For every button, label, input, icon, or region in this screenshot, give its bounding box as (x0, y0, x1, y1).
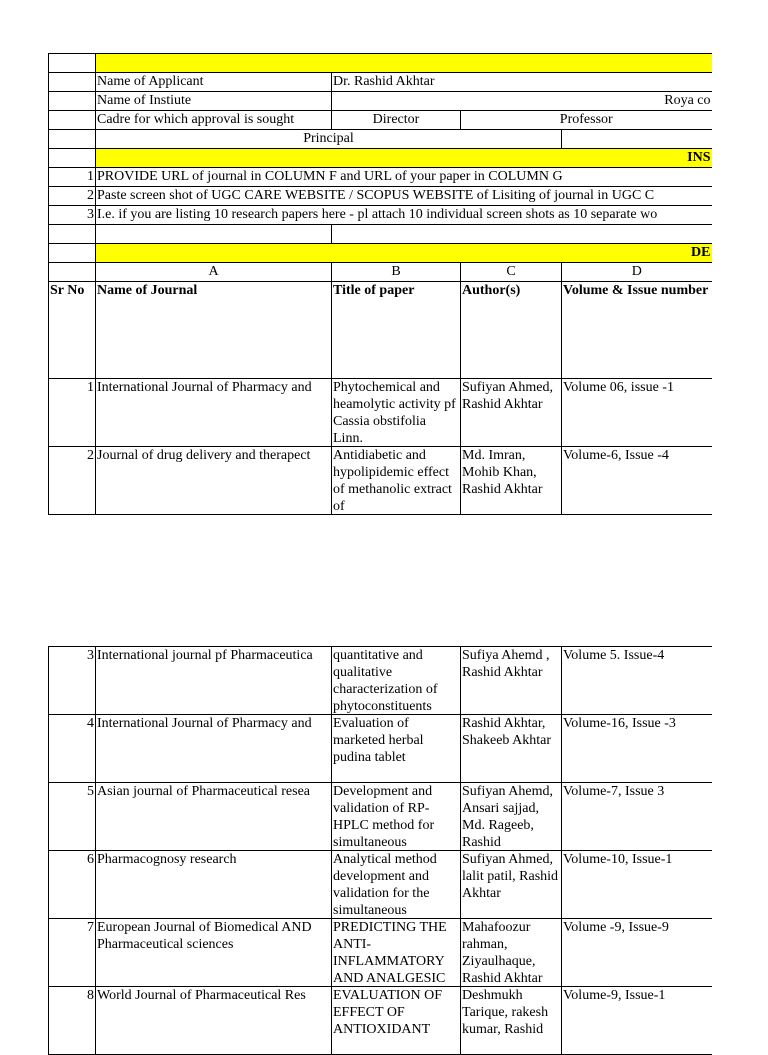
spreadsheet-page-2 (48, 646, 712, 1055)
row-sr: 1 (49, 379, 96, 447)
instruction-row (49, 168, 712, 187)
cell (49, 130, 96, 149)
row-title (332, 987, 461, 1055)
table-row (49, 851, 712, 919)
cell (562, 130, 712, 149)
column-letter-b: B (332, 263, 461, 282)
row-authors (461, 919, 562, 987)
row-journal: European Journal of Biomedical AND Pharmaceutical sciences (96, 919, 332, 987)
table-row (49, 715, 712, 783)
row-title (332, 851, 461, 919)
cadre-director: Director (332, 111, 461, 130)
spreadsheet-page-1 (48, 53, 712, 515)
row-journal: World Journal of Pharmaceutical Res (96, 987, 332, 1055)
details-header-row (49, 244, 712, 263)
row-authors-text: Sufiyan Ahmed, lalit patil, Rashid Akhtar (462, 852, 559, 901)
cell (332, 225, 712, 244)
header-row (49, 282, 712, 379)
instruction-row (49, 187, 712, 206)
header-sr-no: Sr No (49, 282, 96, 379)
header-authors: Author(s) (461, 282, 562, 379)
row-authors-text: Mahafoozur rahman, Ziyaulhaque, Rashid Akhtar (462, 920, 543, 986)
cadre-principal-row (49, 130, 712, 149)
row-title (332, 783, 461, 851)
row-volume: Volume-16, Issue -3 (562, 715, 712, 783)
row-title-text: quantitative and qualitative characterization of phytoconstituents (333, 648, 438, 714)
row-authors (461, 447, 562, 515)
table-row (49, 379, 712, 447)
header-volume: Volume & Issue number (562, 282, 712, 379)
row-authors (461, 715, 562, 783)
row-sr: 7 (49, 919, 96, 987)
instruction-number: 3 (49, 206, 96, 225)
table-row (49, 647, 712, 715)
row-volume: Volume-6, Issue -4 (562, 447, 712, 515)
institute-value: Roya co (332, 92, 712, 111)
row-journal: International journal pf Pharmaceutica (96, 647, 332, 715)
instruction-row (49, 206, 712, 225)
table-row (49, 783, 712, 851)
row-title-text: Analytical method development and validation for the simultaneous (333, 852, 437, 918)
row-sr: 8 (49, 987, 96, 1055)
cadre-row (49, 111, 712, 130)
row-title-text: EVALUATION OF EFFECT OF ANTIOXIDANT (333, 988, 443, 1037)
blank-row (49, 225, 712, 244)
applicant-row (49, 73, 712, 92)
row-title (332, 715, 461, 783)
cell (49, 225, 96, 244)
column-letters-row (49, 263, 712, 282)
cell (49, 111, 96, 130)
cell (49, 92, 96, 111)
row-authors-text: Sufiya Ahemd , Rashid Akhtar (462, 648, 550, 680)
row-journal: International Journal of Pharmacy and (96, 379, 332, 447)
cadre-label: Cadre for which approval is sought (96, 111, 332, 130)
row-title (332, 919, 461, 987)
row-volume: Volume 06, issue -1 (562, 379, 712, 447)
table-row (49, 919, 712, 987)
row-journal: Journal of drug delivery and therapect (96, 447, 332, 515)
instruction-number: 1 (49, 168, 96, 187)
row-title-text: Development and validation of RP-HPLC method for simultaneous (333, 784, 435, 850)
row-authors-text: Sufiyan Ahmed, Rashid Akhtar (462, 380, 553, 412)
institute-label: Name of Instiute (96, 92, 332, 111)
row-sr: 4 (49, 715, 96, 783)
row-authors-text: Sufiyan Ahemd, Ansari sajjad, Md. Rageeb, Rashid (462, 784, 553, 850)
row-sr: 6 (49, 851, 96, 919)
row-volume: Volume-7, Issue 3 (562, 783, 712, 851)
instructions-header-row (49, 149, 712, 168)
cell (96, 225, 332, 244)
institute-row (49, 92, 712, 111)
cell (49, 73, 96, 92)
cell (49, 149, 96, 168)
row-title-text: PREDICTING THE ANTI-INFLAMMATORY AND ANALGESIC (333, 920, 447, 986)
row-journal: Asian journal of Pharmaceutical resea (96, 783, 332, 851)
row-authors-text: Md. Imran, Mohib Khan, Rashid Akhtar (462, 448, 543, 497)
row-volume: Volume-9, Issue-1 (562, 987, 712, 1055)
cadre-principal: Principal (96, 130, 562, 149)
title-row (49, 54, 712, 73)
column-letter-c: C (461, 263, 562, 282)
title-banner (96, 54, 712, 73)
row-sr: 3 (49, 647, 96, 715)
column-letter-d: D (562, 263, 712, 282)
cell (49, 54, 96, 73)
column-letter-a: A (96, 263, 332, 282)
row-sr: 5 (49, 783, 96, 851)
row-authors (461, 851, 562, 919)
table-row (49, 447, 712, 515)
row-authors (461, 987, 562, 1055)
row-title-text: Phytochemical and heamolytic activity pf Cassia obstifolia Linn. (333, 380, 456, 446)
row-title (332, 647, 461, 715)
cell (49, 263, 96, 282)
instruction-text: I.e. if you are listing 10 research papers here - pl attach 10 individual screen shots as 10 separate wo (96, 206, 712, 225)
instruction-number: 2 (49, 187, 96, 206)
row-volume: Volume -9, Issue-9 (562, 919, 712, 987)
row-authors-text: Rashid Akhtar, Shakeeb Akhtar (462, 716, 552, 748)
row-journal: International Journal of Pharmacy and (96, 715, 332, 783)
details-header: DE (96, 244, 712, 263)
row-authors (461, 379, 562, 447)
header-journal: Name of Journal (96, 282, 332, 379)
row-authors (461, 647, 562, 715)
row-title-text: Antidiabetic and hypolipidemic effect of methanolic extract of (333, 448, 452, 514)
row-volume: Volume-10, Issue-1 (562, 851, 712, 919)
row-title (332, 379, 461, 447)
header-title: Title of paper (332, 282, 461, 379)
row-sr: 2 (49, 447, 96, 515)
cell (49, 244, 96, 263)
row-title-text: Evaluation of marketed herbal pudina tablet (333, 716, 424, 765)
table-row (49, 987, 712, 1055)
row-title (332, 447, 461, 515)
row-volume: Volume 5. Issue-4 (562, 647, 712, 715)
row-authors (461, 783, 562, 851)
applicant-label: Name of Applicant (96, 73, 332, 92)
instructions-header: INS (96, 149, 712, 168)
instruction-text: PROVIDE URL of journal in COLUMN F and URL of your paper in COLUMN G (96, 168, 712, 187)
applicant-value: Dr. Rashid Akhtar (332, 73, 712, 92)
cadre-professor: Professor (461, 111, 712, 130)
row-authors-text: Deshmukh Tarique, rakesh kumar, Rashid (462, 988, 549, 1037)
row-journal: Pharmacognosy research (96, 851, 332, 919)
instruction-text: Paste screen shot of UGC CARE WEBSITE / SCOPUS WEBSITE of Lisiting of journal in UGC C (96, 187, 712, 206)
